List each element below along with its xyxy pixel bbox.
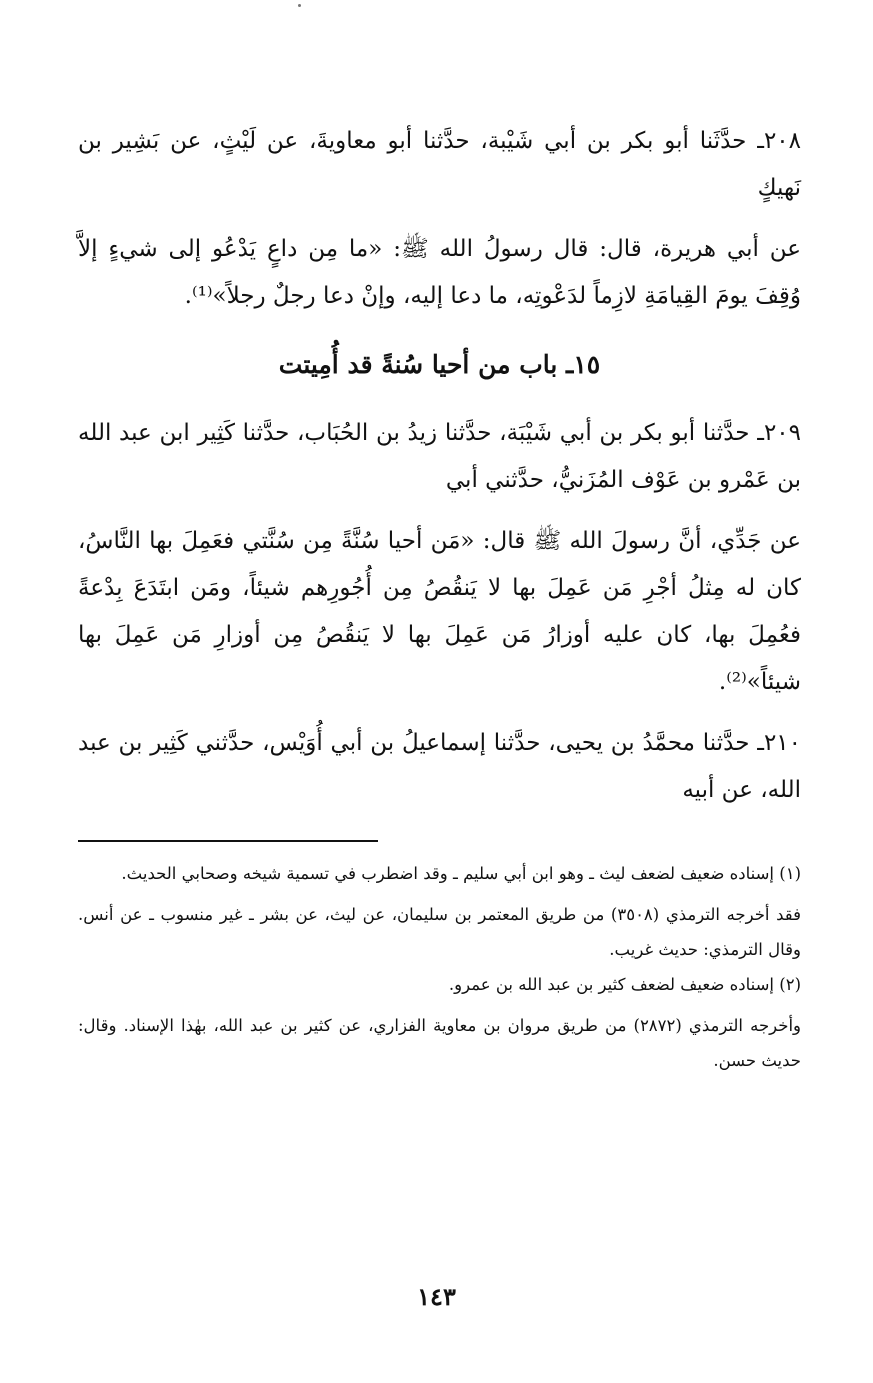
hadith-209-matn: عن جَدِّي، أنَّ رسولَ الله ﷺ قال: «مَن أحيا سُنَّةً مِن سُنَّتي فعَمِلَ بها النَّاسُ، كان له مِثلُ أجْرِ مَن عَمِلَ بها لا يَنقُصُ مِن أُجُورِهم شيئاً، ومَن ابتَدَعَ بِدْعةً فعُمِلَ بها، كان عليه أوزارُ مَن عَمِلَ بها لا يَنقُصُ مِن أوزارِ مَن عَمِلَ بها شيئاً»⁽²⁾. bbox=[78, 528, 801, 695]
footnote-2-continued: وأخرجه الترمذي (٢٨٧٢) من طريق مروان بن معاوية الفزاري، عن كثير بن عبد الله، بهٰذا الإسناد. وقال: حديث حسن. bbox=[78, 1016, 802, 1070]
hadith-209-isnad: ٢٠٩ـ حدَّثنا أبو بكر بن أبي شَيْبَة، حدَّثنا زيدُ بن الحُبَاب، حدَّثنا كَثِير ابن عبد الله بن عَمْرو بن عَوْف المُزَنيُّ، حدَّثني أبي bbox=[78, 420, 801, 493]
footnote-1: (١) إسناده ضعيف لضعف ليث ـ وهو ابن أبي سليم ـ وقد اضطرب في تسمية شيخه وصحابي الحديث. bbox=[121, 864, 801, 883]
page-number: ١٤٣ bbox=[417, 1282, 456, 1311]
chapter-heading: ١٥ـ باب من أحيا سُنةً قد أُمِيتت bbox=[278, 350, 601, 379]
hadith-208-isnad: ٢٠٨ـ حدَّثَنا أبو بكر بن أبي شَيْبة، حدَّثنا أبو معاويةَ، عن لَيْثٍ، عن بَشِير بن نَهيكٍ bbox=[78, 128, 801, 201]
hadith-210-isnad: ٢١٠ـ حدَّثنا محمَّدُ بن يحيى، حدَّثنا إسماعيلُ بن أبي أُوَيْس، حدَّثني كَثِير بن عبد الله، عن أبيه bbox=[78, 730, 801, 803]
hadith-208-matn: عن أبي هريرة، قال: قال رسولُ الله ﷺ: «ما مِن داعٍ يَدْعُو إلى شيءٍ إلاَّ وُقِفَ يومَ القِيامَةِ لازِماً لدَعْوتِه، ما دعا إليه، وإنْ دعا رجلٌ رجلاً»⁽¹⁾. bbox=[78, 236, 801, 309]
footnote-separator bbox=[78, 840, 378, 842]
footnotes bbox=[78, 856, 801, 1078]
page-body bbox=[78, 118, 801, 1078]
footnote-1-continued: فقد أخرجه الترمذي (٣٥٠٨) من طريق المعتمر بن سليمان، عن ليث، عن بشر ـ غير منسوب ـ عن أنس. وقال الترمذي: حديث غريب. bbox=[78, 905, 802, 959]
scan-speck bbox=[298, 4, 301, 7]
footnote-2: (٢) إسناده ضعيف لضعف كثير بن عبد الله بن عمرو. bbox=[448, 975, 801, 994]
